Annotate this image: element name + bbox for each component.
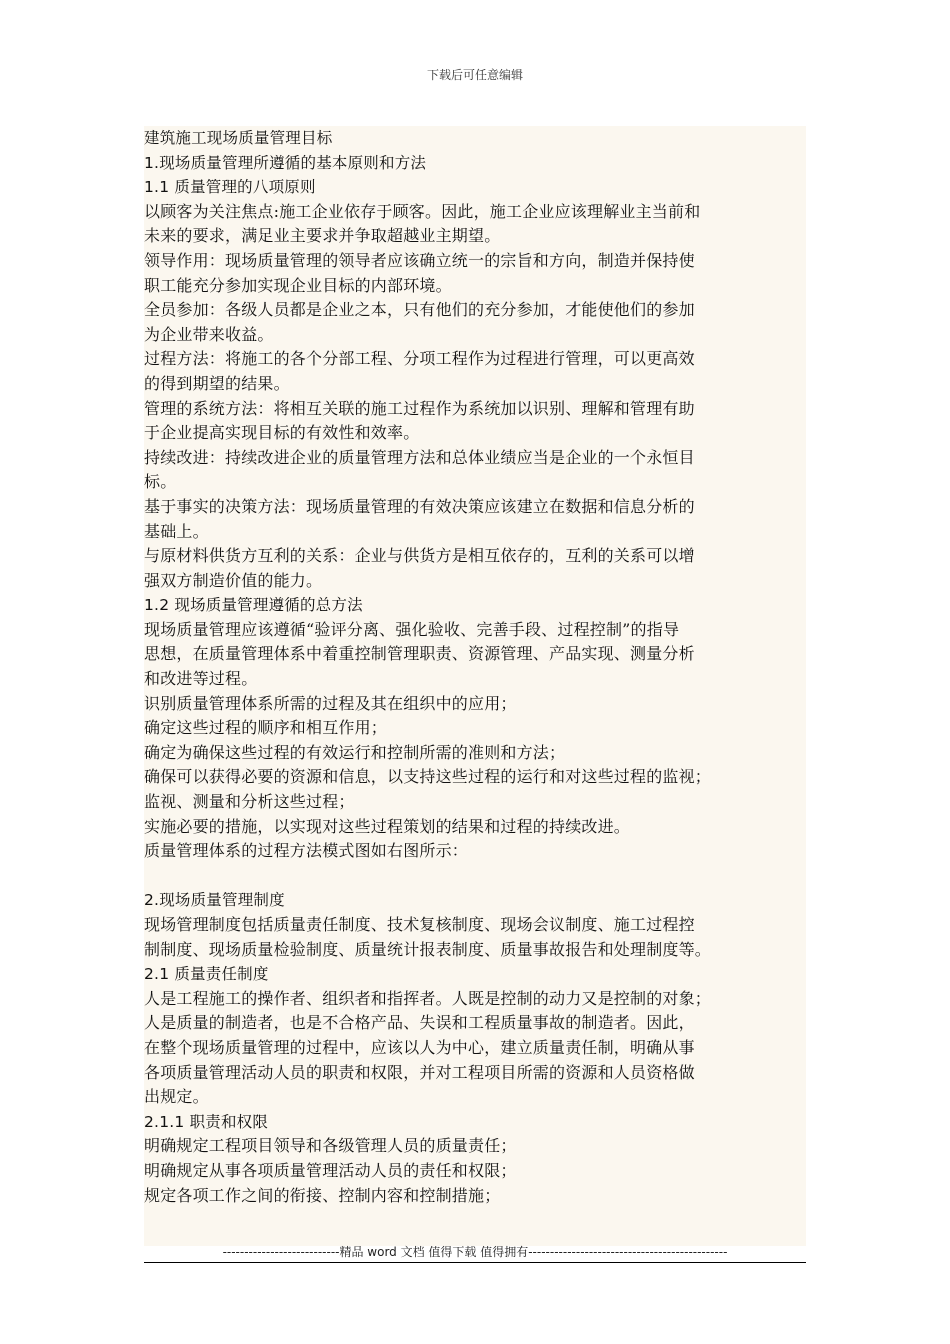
footer-rule [144,1262,806,1263]
text-line: 为企业带来收益。 [144,324,274,344]
text-line: 在整个现场质量管理的过程中，应该以人为中心，建立质量责任制，明确从事 [144,1037,695,1057]
text-line: 人是质量的制造者，也是不合格产品、失误和工程质量事故的制造者。因此， [144,1013,695,1033]
page-footer: ---------------------------精品 word 文档 值得下载 值得拥有---------------------------------------------- [222,1245,728,1259]
text-line: 出规定。 [144,1087,209,1107]
blank-line [144,864,806,889]
text-line: 明确规定工程项目领导和各级管理人员的质量责任； [144,1136,517,1156]
text-line: 基础上。 [144,521,209,541]
text-line: 各项质量管理活动人员的职责和权限，并对工程项目所需的资源和人员资格做 [144,1062,695,1082]
text-line: 质量管理体系的过程方法模式图如右图所示： [144,841,469,861]
section-heading: 1.1 质量管理的八项原则 [144,178,316,197]
text-line: 监视、测量和分析这些过程； [144,792,355,812]
text-line: 规定各项工作之间的衔接、控制内容和控制措施； [144,1185,501,1205]
page-header: 下载后可任意编辑 [426,68,523,82]
text-line: 和改进等过程。 [144,669,258,689]
text-line: 过程方法：将施工的各个分部工程、分项工程作为过程进行管理，可以更高效 [144,349,695,369]
text-line: 现场质量管理应该遵循“验评分离、强化验收、完善手段、过程控制”的指导 [144,619,680,639]
text-line: 明确规定从事各项质量管理活动人员的责任和权限； [144,1160,517,1180]
text-line: 全员参加：各级人员都是企业之本，只有他们的充分参加，才能使他们的参加 [144,300,695,320]
section-heading: 1.2 现场质量管理遵循的总方法 [144,596,363,615]
text-line: 的得到期望的结果。 [144,373,290,393]
text-line: 与原材料供货方互利的关系：企业与供货方是相互依存的，互利的关系可以增 [144,546,695,566]
section-heading: 1.现场质量管理所遵循的基本原则和方法 [144,153,427,172]
text-line: 标。 [144,472,177,492]
text-line: 现场管理制度包括质量责任制度、技术复核制度、现场会议制度、施工过程控 [144,915,695,934]
section-heading: 2.1.1 职责和权限 [144,1112,269,1131]
section-heading: 2.现场质量管理制度 [144,891,285,910]
text-line: 未来的要求，满足业主要求并争取超越业主期望。 [144,226,501,246]
text-line: 职工能充分参加实现企业目标的内部环境。 [144,275,452,295]
section-heading: 建筑施工现场质量管理目标 [144,129,333,147]
text-line: 实施必要的措施，以实现对这些过程策划的结果和过程的持续改进。 [144,816,631,836]
text-line: 人是工程施工的操作者、组织者和指挥者。人既是控制的动力又是控制的对象； [144,988,712,1008]
text-line: 领导作用：现场质量管理的领导者应该确立统一的宗旨和方向，制造并保持使 [144,250,695,270]
text-line: 持续改进：持续改进企业的质量管理方法和总体业绩应当是企业的一个永恒目 [144,447,695,467]
text-line: 确定这些过程的顺序和相互作用； [144,718,388,738]
text-line: 思想，在质量管理体系中着重控制管理职责、资源管理、产品实现、测量分析 [144,644,695,664]
document-body [144,126,806,1246]
text-line: 确保可以获得必要的资源和信息，以支持这些过程的运行和对这些过程的监视； [144,767,712,787]
text-line: 识别质量管理体系所需的过程及其在组织中的应用； [144,693,517,713]
text-line: 确定为确保这些过程的有效运行和控制所需的准则和方法； [144,742,566,762]
text-line: 制制度、现场质量检验制度、质量统计报表制度、质量事故报告和处理制度等。 [144,939,712,959]
text-line: 于企业提高实现目标的有效性和效率。 [144,423,420,443]
section-heading: 2.1 质量责任制度 [144,965,269,984]
text-line: 以顾客为关注焦点:施工企业依存于顾客。因此，施工企业应该理解业主当前和 [144,201,701,221]
text-line: 基于事实的决策方法：现场质量管理的有效决策应该建立在数据和信息分析的 [144,496,695,516]
text-line: 管理的系统方法：将相互关联的施工过程作为系统加以识别、理解和管理有助 [144,398,695,418]
text-line: 强双方制造价值的能力。 [144,570,323,590]
